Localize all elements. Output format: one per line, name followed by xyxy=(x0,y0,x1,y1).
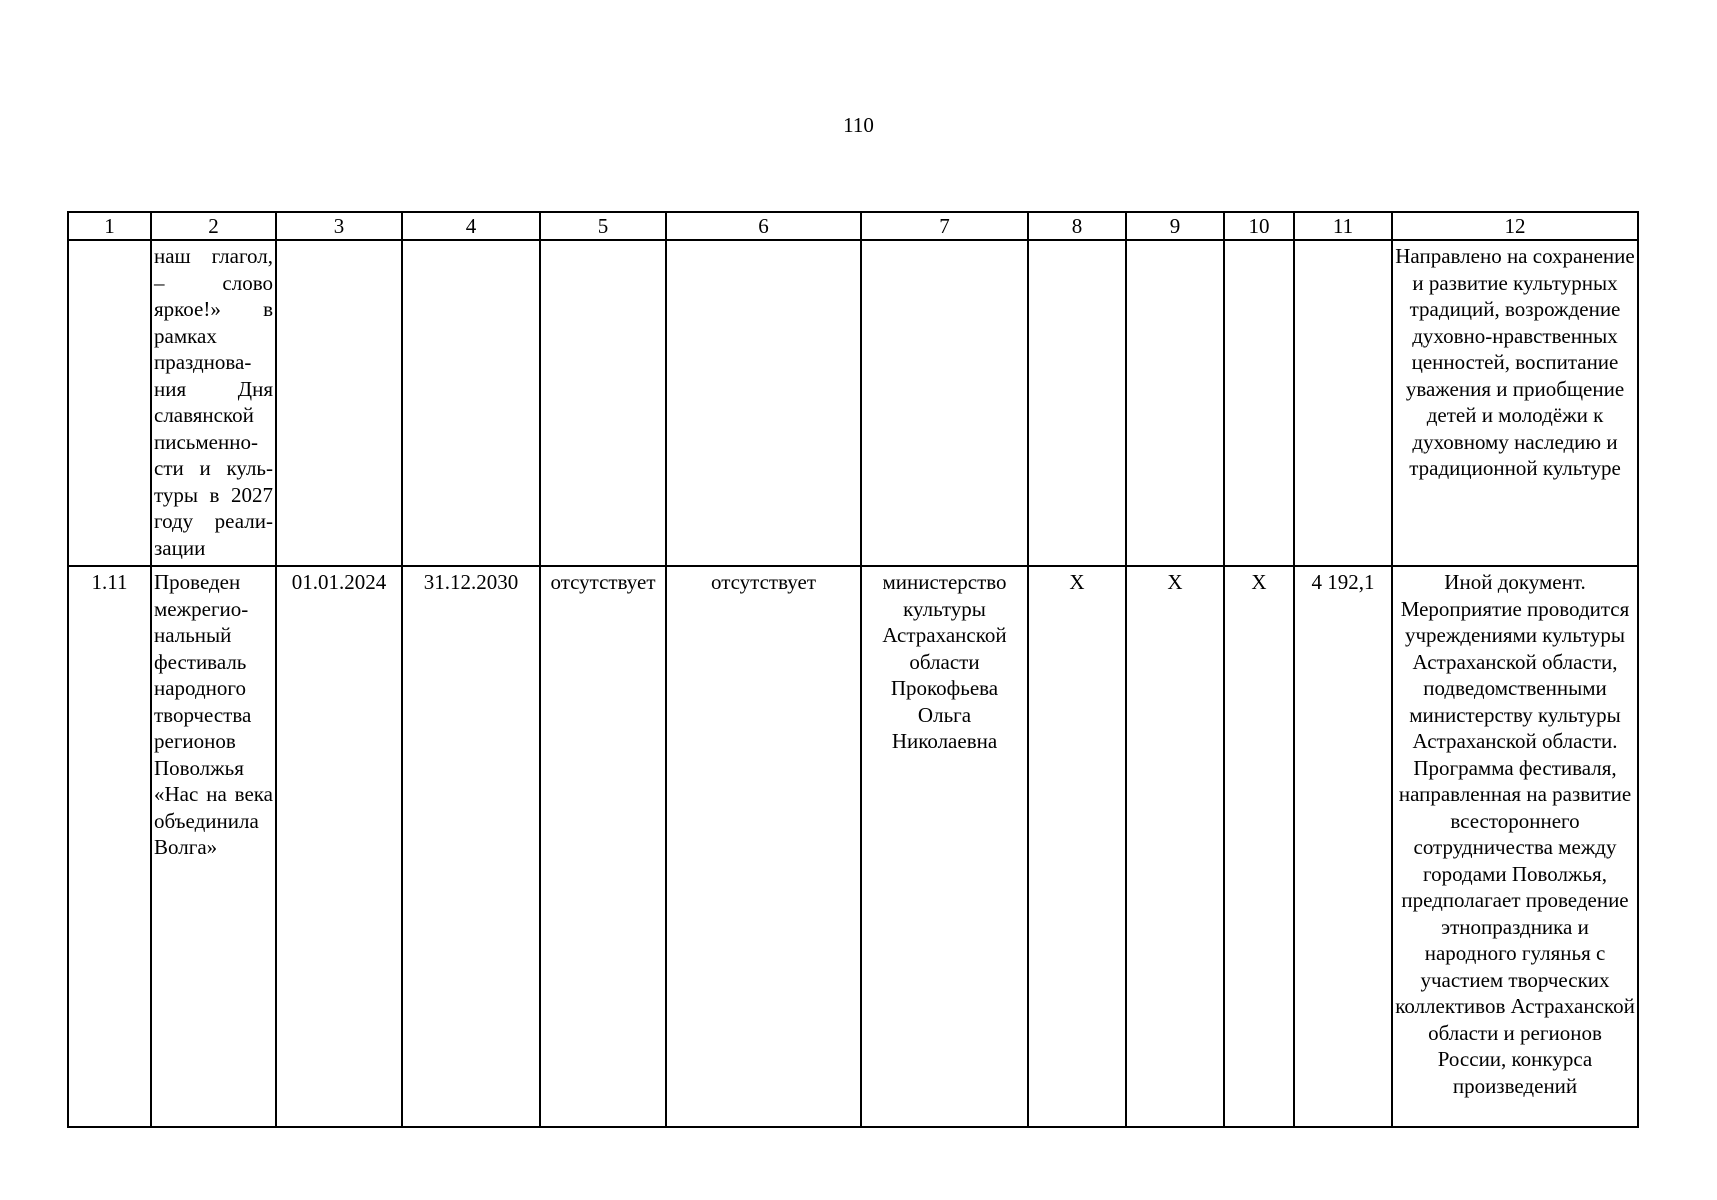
table-row xyxy=(68,566,1638,1127)
cell-col-8: X xyxy=(1028,566,1126,1127)
cell-description: Иной документ. Мероприятие проводится учреждениями культуры Астраханской области, подведомственными министерству культуры Астраханской области. Программа фестиваля, направленная на развитие всестороннего сотрудничества между городами Поволжья, предполагает проведение этнопраздника и народного гулянья с участием творческих коллективов Астраханской области и регионов России, конкурса произведений xyxy=(1392,566,1638,1127)
column-header: 2 xyxy=(151,212,276,240)
column-header: 3 xyxy=(276,212,402,240)
cell-amount xyxy=(1294,240,1392,566)
cell-col-5: отсутствует xyxy=(540,566,666,1127)
column-header: 4 xyxy=(402,212,540,240)
column-header: 5 xyxy=(540,212,666,240)
table-row xyxy=(68,240,1638,566)
cell-description: Направлено на сохранение и развитие культурных традиций, возрождение духовно-нравственных ценностей, воспитание уважения и приобщение детей и молодёжи к духовному наследию и традиционной культуре xyxy=(1392,240,1638,566)
cell-col-9 xyxy=(1126,240,1224,566)
column-header: 7 xyxy=(861,212,1028,240)
cell-amount: 4 192,1 xyxy=(1294,566,1392,1127)
column-header: 8 xyxy=(1028,212,1126,240)
column-header: 12 xyxy=(1392,212,1638,240)
table-header-row xyxy=(68,212,1638,240)
cell-col-6: отсутствует xyxy=(666,566,861,1127)
cell-col-5 xyxy=(540,240,666,566)
cell-end-date: 31.12.2030 xyxy=(402,566,540,1127)
cell-col-9: X xyxy=(1126,566,1224,1127)
cell-start-date xyxy=(276,240,402,566)
cell-responsible xyxy=(861,240,1028,566)
cell-number: 1.11 xyxy=(68,566,151,1127)
cell-number xyxy=(68,240,151,566)
document-table xyxy=(67,211,1639,1128)
page-number: 110 xyxy=(843,113,874,137)
cell-col-10: X xyxy=(1224,566,1294,1127)
cell-start-date: 01.01.2024 xyxy=(276,566,402,1127)
cell-end-date xyxy=(402,240,540,566)
cell-col-10 xyxy=(1224,240,1294,566)
cell-col-6 xyxy=(666,240,861,566)
column-header: 10 xyxy=(1224,212,1294,240)
column-header: 6 xyxy=(666,212,861,240)
column-header: 1 xyxy=(68,212,151,240)
cell-responsible: министерство культуры Астраханской области Прокофьева Ольга Николаевна xyxy=(861,566,1028,1127)
cell-col-8 xyxy=(1028,240,1126,566)
column-header: 9 xyxy=(1126,212,1224,240)
cell-event-name: наш глагол, – слово яркое!» в рамках празднования Дня славянской письменности и культуры в 2027 году реализации xyxy=(151,240,276,566)
cell-event-name: Проведен межрегиональный фестиваль народного творчества регионов Поволжья «Нас на века объединила Волга» xyxy=(151,566,276,1127)
column-header: 11 xyxy=(1294,212,1392,240)
